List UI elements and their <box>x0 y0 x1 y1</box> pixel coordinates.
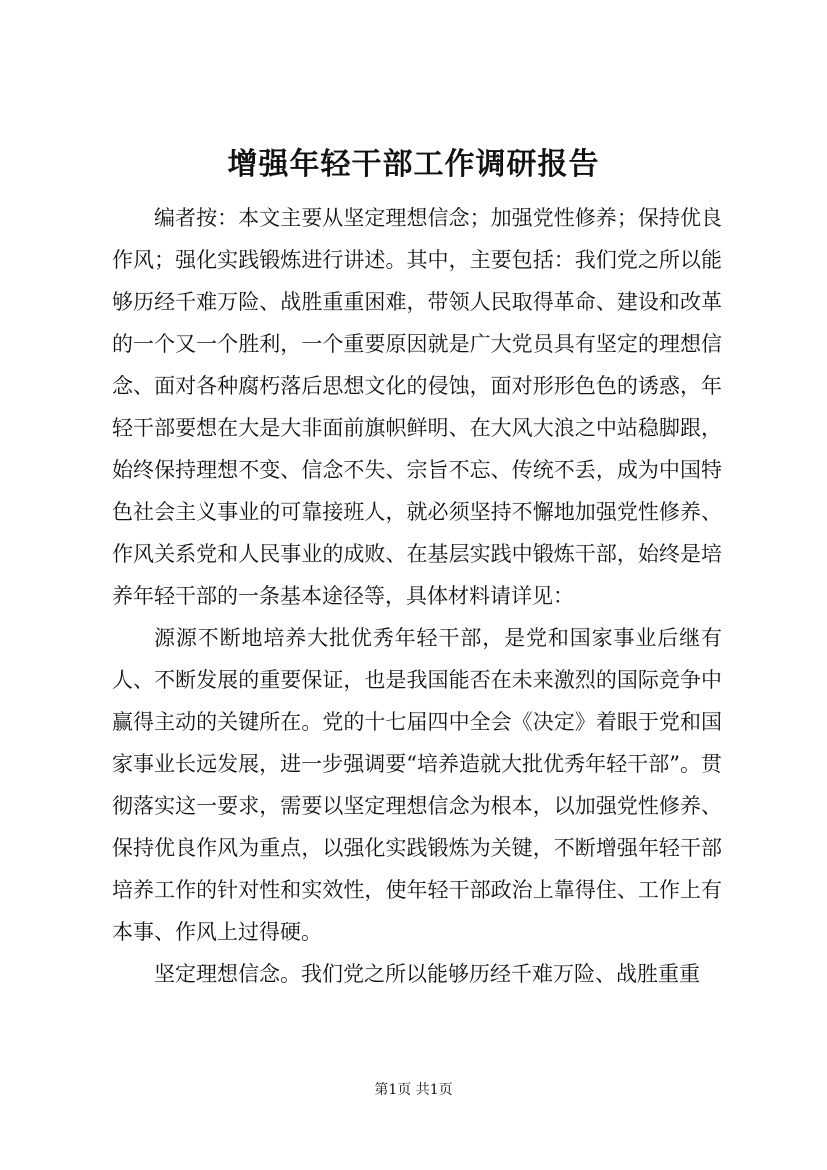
editor-note-paragraph: 编者按：本文主要从坚定理想信念；加强党性修养；保持优良作风；强化实践锻炼进行讲述。其中，主要包括：我们党之所以能够历经千难万险、战胜重重困难，带领人民取得革命、建设和改革的一个又一个胜利，一个重要原因就是广大党员具有坚定的理想信念、面对各种腐朽落后思想文化的侵蚀，面对形形色色的诱惑，年轻干部要想在大是大非面前旗帜鲜明、在大风大浪之中站稳脚跟，始终保持理想不变、信念不失、宗旨不忘、传统不丢，成为中国特色社会主义事业的可靠接班人，就必须坚持不懈地加强党性修养、作风关系党和人民事业的成败、在基层实践中锻炼干部，始终是培养年轻干部的一条基本途径等，具体材料请详见： <box>112 206 722 608</box>
body-paragraph: 源源不断地培养大批优秀年轻干部，是党和国家事业后继有人、不断发展的重要保证，也是我国能否在未来激烈的国际竞争中赢得主动的关键所在。党的十七届四中全会《决定》着眼于党和国家事业长远发展，进一步强调要“培养造就大批优秀年轻干部”。贯彻落实这一要求，需要以坚定理想信念为根本，以加强党性修养、保持优良作风为重点，以强化实践锻炼为关键，不断增强年轻干部培养工作的针对性和实效性，使年轻干部政治上靠得住、工作上有本事、作风上过得硬。 <box>112 626 722 944</box>
page-footer: 第1页 共1页 <box>374 1082 453 1098</box>
body-paragraph: 坚定理想信念。我们党之所以能够历经千难万险、战胜重重 <box>154 962 700 986</box>
document-body <box>112 197 722 995</box>
document-title: 增强年轻干部工作调研报告 <box>227 147 600 182</box>
